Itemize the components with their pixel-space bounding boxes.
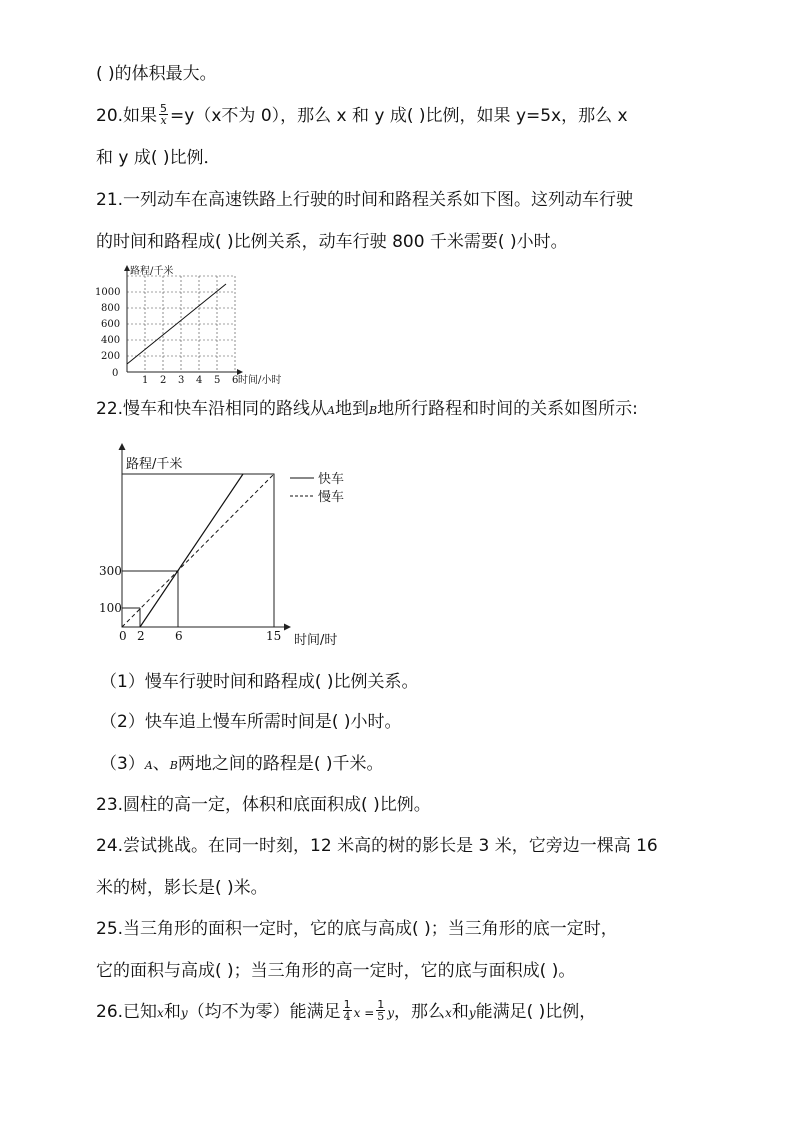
q20-line1: [96, 101, 628, 128]
chart1-ytick-800: 800: [101, 303, 121, 314]
q20-frac-den: x: [160, 113, 167, 127]
q20-fraction: [159, 103, 168, 126]
q26-text-d: 能满足( )比例，: [475, 1002, 597, 1022]
chart1-xtick-4: 4: [196, 375, 203, 386]
chart1-ytick-1000: 1000: [95, 287, 121, 298]
chart2-xlabel: 时间/时: [294, 633, 338, 648]
q26-fraction-1: [343, 999, 352, 1022]
chart2-legend-fast: 快车: [318, 472, 345, 487]
q26-and: 和: [163, 1002, 181, 1022]
q20-frac-num: 5: [160, 101, 168, 115]
q22-point-a: A: [327, 404, 335, 417]
q22-text-b: 地到: [335, 399, 369, 419]
chart2-fast-slow: [90, 438, 370, 652]
q26-var-y: y: [180, 1006, 188, 1020]
q21-text-b: 的时间和路程成( )比例关系，动车行驶 800 千米需要( )小时。: [96, 232, 568, 252]
q26-f1-den: 4: [343, 1009, 351, 1023]
q25-line2: [96, 959, 575, 983]
q26-line: [96, 997, 597, 1025]
q25-line1: [96, 917, 618, 941]
chart2-slow-line: [122, 474, 274, 627]
chart1-ylabel: 路程/千米: [130, 266, 174, 277]
q21-line2: [96, 230, 568, 254]
q19-tail: [96, 62, 217, 86]
q26-var-x2: x: [445, 1006, 452, 1020]
q26-text-b: （均不为零）能满足: [187, 1002, 341, 1022]
q22-point-b: B: [369, 404, 378, 417]
q21-text-a: .一列动车在高速铁路上行驶的时间和路程关系如下图。这列动车行驶: [117, 190, 634, 210]
chart2-ytick-300: 300: [99, 564, 122, 578]
q22-sub3-text: 两地之间的路程是( )千米。: [177, 754, 384, 774]
q26-fraction-2: [376, 999, 385, 1022]
chart1-xlabel: 时间/小时: [238, 375, 282, 386]
q26-var-y2: y: [468, 1006, 476, 1020]
q22-sub3-sep: 、: [152, 754, 170, 774]
q21-line1: [96, 188, 633, 212]
q20-number: 20: [96, 106, 118, 126]
chart2-legend-slow: 慢车: [318, 490, 345, 505]
chart1-ytick-600: 600: [101, 319, 121, 330]
q26-f2-num: 1: [377, 997, 385, 1011]
q20-line2: [96, 146, 221, 170]
chart2-xtick-2: 2: [137, 629, 145, 643]
chart1-xtick-5: 5: [214, 375, 221, 386]
q20-text-b: =y（x不为 0），那么 x 和 y 成( )比例，如果 y=5x，那么 x: [170, 106, 628, 126]
q26-var-x: x: [157, 1006, 164, 1020]
q22-line1: [96, 397, 638, 423]
chart1-xtick-3: 3: [178, 375, 185, 386]
chart1-ytick-400: 400: [101, 335, 121, 346]
chart1-xtick-1: 1: [142, 375, 149, 386]
q22-sub2-text: （2）快车追上慢车所需时间是( )小时。: [100, 712, 402, 732]
chart2-fast-line: [140, 474, 243, 627]
q26-text-a: .已知: [117, 1002, 158, 1022]
q25-text-b: 它的面积与高成( )；当三角形的高一定时，它的底与面积成( )。: [96, 961, 576, 981]
chart1-distance-time: [90, 262, 320, 390]
q22-number: 22: [96, 399, 118, 419]
q25-text-a: .当三角形的面积一定时，它的底与高成( )；当三角形的底一定时，: [117, 919, 618, 939]
q26-f2-den: 5: [377, 1009, 385, 1023]
chart1-xtick-6: 6: [232, 375, 239, 386]
q24-line2: [96, 876, 268, 900]
q22-sub3-point-b: B: [169, 759, 178, 772]
q22-sub3: [100, 752, 384, 778]
chart2-xtick-15: 15: [266, 629, 282, 643]
q22-sub2: [100, 710, 401, 734]
q23-text: .圆柱的高一定，体积和底面积成( )比例。: [117, 795, 431, 815]
q25-number: 25: [96, 919, 118, 939]
q22-text-a: .慢车和快车沿相同的路线从: [117, 399, 328, 419]
q26-f1-num: 1: [343, 997, 351, 1011]
q26-eq-mid: x =: [353, 1006, 375, 1020]
chart1-ytick-200: 200: [101, 351, 121, 362]
q22-sub3-prefix: （3）: [100, 754, 145, 774]
q22-text-c: 地所行路程和时间的关系如图所示:: [377, 399, 638, 419]
chart2-origin: 0: [119, 629, 127, 643]
q23-number: 23: [96, 795, 118, 815]
q20-text-c: 和 y 成( )比例．: [96, 148, 221, 168]
q24-text-a: .尝试挑战。在同一时刻，12 米高的树的影长是 3 米，它旁边一棵高 16: [117, 836, 658, 856]
chart1-xtick-2: 2: [160, 375, 167, 386]
q26-eq-y: y: [387, 1006, 395, 1020]
q24-number: 24: [96, 836, 118, 856]
q24-line1: [96, 834, 658, 858]
chart1-origin: 0: [112, 368, 119, 379]
chart2-ylabel: 路程/千米: [126, 457, 183, 472]
chart2-ytick-100: 100: [99, 601, 122, 615]
q22-sub1-text: （1）慢车行驶时间和路程成( )比例关系。: [100, 672, 419, 692]
q23-line: [96, 793, 431, 817]
q21-number: 21: [96, 190, 118, 210]
q26-number: 26: [96, 1002, 118, 1022]
q22-sub3-point-a: A: [144, 759, 153, 772]
q19-tail-text: ( )的体积最大。: [96, 64, 217, 84]
q26-text-c: ，那么: [394, 1002, 446, 1022]
chart2-xtick-6: 6: [175, 629, 183, 643]
q22-sub1: [100, 670, 418, 694]
q20-text-a: .如果: [117, 106, 158, 126]
q24-text-b: 米的树，影长是( )米。: [96, 878, 268, 898]
q26-and2: 和: [451, 1002, 469, 1022]
